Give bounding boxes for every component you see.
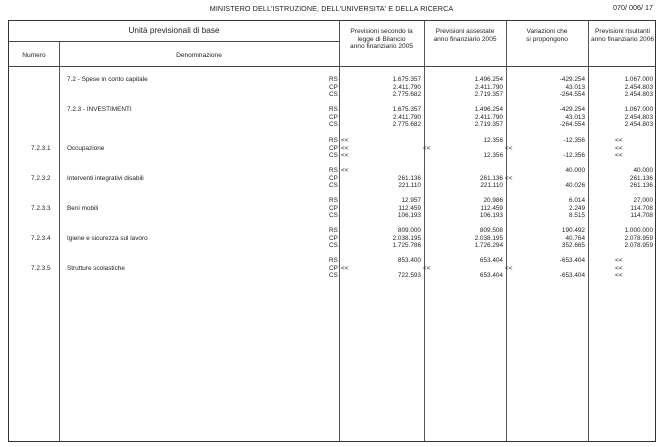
cell-value: 106.193 xyxy=(397,212,421,220)
cell-value: -264.554 xyxy=(559,121,585,129)
cell-value: 20.986 xyxy=(483,197,503,204)
cell-value: 261.136 xyxy=(629,174,653,182)
col-divider-numero xyxy=(59,41,60,441)
cell-value: << xyxy=(341,152,349,160)
cell-value: 190.492 xyxy=(561,227,585,234)
cell-value: 43.013 xyxy=(565,113,585,121)
cell-value: 2.454.803 xyxy=(624,121,653,129)
cell-value: 40.764 xyxy=(565,234,585,242)
cell-value: << xyxy=(615,257,623,264)
row-code: 7.2.3.5 xyxy=(31,265,51,272)
cell-value: << xyxy=(423,264,431,272)
row-type-label: RS xyxy=(329,167,338,174)
row-type-label: RS xyxy=(329,137,338,144)
row-type-label: RS xyxy=(329,76,338,83)
cell-value: 1.726.294 xyxy=(474,242,503,250)
row-type-label: RS xyxy=(329,227,338,234)
cell-value: 221.110 xyxy=(480,182,503,190)
cell-value: << xyxy=(505,144,513,152)
row-description: Strutture scolastiche xyxy=(67,265,125,272)
cell-value: << xyxy=(341,167,349,174)
cell-value: 1.496.254 xyxy=(474,106,503,113)
cell-value: 2.078.959 xyxy=(624,242,653,250)
row-code: 7.2.3.2 xyxy=(31,175,51,182)
row-description: Interventi integrativi disabili xyxy=(67,175,144,182)
cell-value: 853.400 xyxy=(397,257,421,264)
cell-value: 809.000 xyxy=(397,227,421,234)
cell-value: 40.000 xyxy=(565,167,585,174)
row-type-label: CS xyxy=(329,182,338,190)
cell-value: << xyxy=(615,152,623,160)
cell-value: 114.708 xyxy=(630,204,653,212)
row-type-label: CS xyxy=(329,121,338,129)
header-previsioni-legge: Previsioni secondo la legge di Bilancio anno finanziario 2005 xyxy=(349,28,414,51)
row-description: 7.2.3 - INVESTIMENTI xyxy=(67,106,132,113)
cell-value: 722.593 xyxy=(397,272,421,280)
cell-value: 1.067.000 xyxy=(624,106,653,113)
row-type-label: CP xyxy=(329,113,338,121)
cell-value: 6.014 xyxy=(569,197,585,204)
cell-value: 1.000.000 xyxy=(624,227,653,234)
cell-value: 114.708 xyxy=(630,212,653,220)
cell-value: << xyxy=(341,264,349,272)
header-bottom-rule xyxy=(9,66,655,67)
header-numero: Numero xyxy=(22,52,46,59)
cell-value: << xyxy=(505,264,513,272)
cell-value: 261.136 xyxy=(479,174,503,182)
row-type-label: CS xyxy=(329,91,338,99)
cell-value: 8.515 xyxy=(569,212,585,220)
header-previsioni-assestate: Previsioni assestate anno finanziario 2005 xyxy=(433,28,497,43)
row-type-label: CP xyxy=(329,264,338,272)
cell-value: -264.554 xyxy=(559,91,585,99)
cell-value: -653.404 xyxy=(559,257,585,264)
row-type-label: CP xyxy=(329,234,338,242)
cell-value: 809.508 xyxy=(479,227,503,234)
cell-value: 352.665 xyxy=(561,242,585,250)
cell-value: 653.404 xyxy=(479,257,503,264)
page-reference: 070/ 006/ 17 xyxy=(613,3,653,12)
cell-value: 40.000 xyxy=(633,167,653,174)
cell-value: 112.459 xyxy=(398,204,421,212)
cell-value: 2.411.790 xyxy=(475,113,503,121)
cell-value: 2.719.357 xyxy=(474,121,503,129)
cell-value: 2.078.959 xyxy=(624,234,653,242)
row-description: Occupazione xyxy=(67,145,105,152)
row-type-label: CP xyxy=(329,144,338,152)
row-type-label: CP xyxy=(329,204,338,212)
cell-value: << xyxy=(615,272,623,280)
cell-value: 2.038.195 xyxy=(392,234,421,242)
cell-value: 2.719.357 xyxy=(474,91,503,99)
cell-value: 1.675.357 xyxy=(392,106,421,113)
cell-value: 1.725.786 xyxy=(392,242,421,250)
cell-value: 2.411.790 xyxy=(475,83,503,91)
cell-value: 2.454.803 xyxy=(624,113,653,121)
cell-value: 2.454.803 xyxy=(624,91,653,99)
header-subrule xyxy=(9,41,339,42)
cell-value: 106.193 xyxy=(479,212,503,220)
cell-value: 2.249 xyxy=(569,204,585,212)
row-type-label: CS xyxy=(329,272,338,280)
cell-value: 40.026 xyxy=(565,182,585,190)
cell-value: 221.110 xyxy=(398,182,421,190)
cell-value: 2.775.682 xyxy=(392,121,421,129)
cell-value: << xyxy=(341,144,349,152)
document-title: MINISTERO DELL'ISTRUZIONE, DELL'UNIVERSITA' E DELLA RICERCA xyxy=(209,4,454,13)
cell-value: << xyxy=(423,144,431,152)
header-units: Unità previsionali di base xyxy=(128,26,220,35)
cell-value: -12.356 xyxy=(563,152,585,160)
row-code: 7.2.3.4 xyxy=(31,235,51,242)
cell-value: 27.000 xyxy=(633,197,653,204)
cell-value: 2.038.195 xyxy=(474,234,503,242)
cell-value: << xyxy=(341,137,349,144)
cell-value: -12.356 xyxy=(563,137,585,144)
row-type-label: CP xyxy=(329,174,338,182)
cell-value: << xyxy=(615,137,623,144)
header-previsioni-risultanti: Previsioni risultanti anno finanziario 2006 xyxy=(590,28,655,43)
row-type-label: RS xyxy=(329,197,338,204)
row-description: 7.2 - Spese in conto capitale xyxy=(67,76,148,83)
budget-table xyxy=(8,20,656,442)
cell-value: 12.356 xyxy=(483,152,503,160)
row-code: 7.2.3.3 xyxy=(31,205,51,212)
cell-value: -653.404 xyxy=(559,272,585,280)
row-type-label: RS xyxy=(329,257,338,264)
cell-value: 12.356 xyxy=(483,137,503,144)
cell-value: 12.957 xyxy=(401,197,421,204)
cell-value: 1.496.254 xyxy=(474,76,503,83)
cell-value: 2.411.790 xyxy=(393,83,421,91)
cell-value: -429.254 xyxy=(559,76,585,83)
cell-value: << xyxy=(615,144,623,152)
cell-value: 261.136 xyxy=(629,182,653,190)
cell-value: 2.775.682 xyxy=(392,91,421,99)
cell-value: 261.136 xyxy=(397,174,421,182)
cell-value: 112.459 xyxy=(480,204,503,212)
cell-value: 653.404 xyxy=(479,272,503,280)
header-variazioni: Variazioni che si propongono xyxy=(526,28,568,43)
cell-value: 1.067.000 xyxy=(624,76,653,83)
row-description: Beni mobili xyxy=(67,205,99,212)
row-type-label: CP xyxy=(329,83,338,91)
row-code: 7.2.3.1 xyxy=(31,145,51,152)
cell-value: << xyxy=(505,174,513,182)
row-type-label: RS xyxy=(329,106,338,113)
cell-value: << xyxy=(615,264,623,272)
header-denominazione: Denominazione xyxy=(176,52,222,59)
row-description: Igiene e sicurezza sul lavoro xyxy=(67,235,148,242)
cell-value: 43.013 xyxy=(565,83,585,91)
cell-value: -429.254 xyxy=(559,106,585,113)
row-type-label: CS xyxy=(329,152,338,160)
cell-value: 1.675.357 xyxy=(392,76,421,83)
row-type-label: CS xyxy=(329,212,338,220)
cell-value: 2.411.790 xyxy=(393,113,421,121)
cell-value: 2.454.803 xyxy=(624,83,653,91)
row-type-label: CS xyxy=(329,242,338,250)
